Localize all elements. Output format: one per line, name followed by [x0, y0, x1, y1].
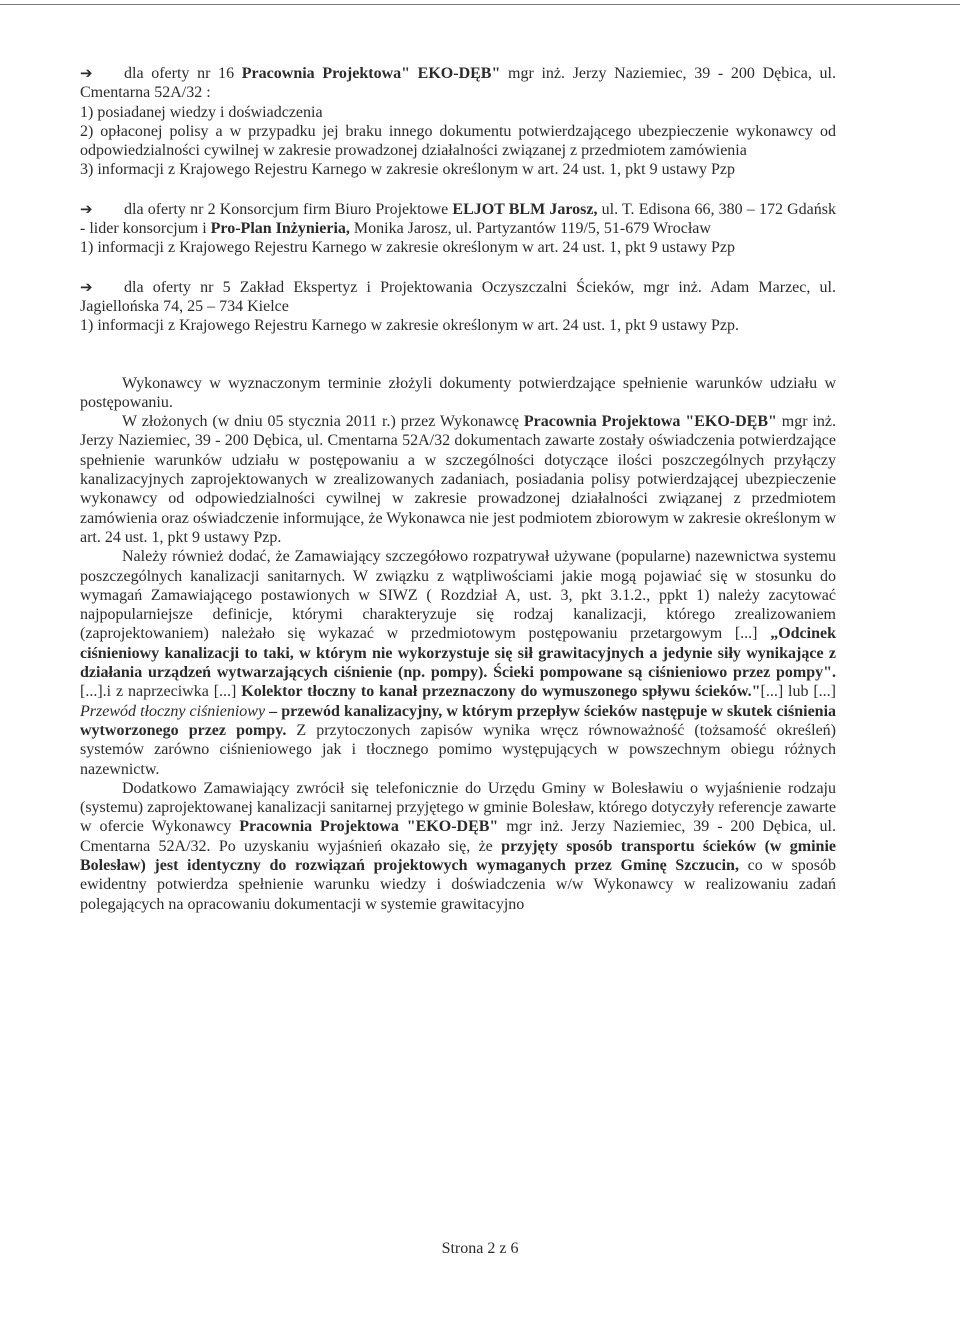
text-run: dla oferty nr 16: [124, 65, 242, 82]
text-run: – przewód kanalizacyjny, w którym przepływ ścieków następuje w skutek ciśnienia wytworzonego przez pompy.: [80, 702, 837, 739]
text-run: Należy również dodać, że Zamawiający szczegółowo rozpatrywał używane (popularne) nazewnictwa systemu poszczególnych kanalizacji sanitarnych. W związku z wątpliwościami jakie mogą pojawiać się w stosunku do wymagań Zamawiającego postawionych w SIWZ ( Rozdział A, ust. 3, pkt 3.1.2., ppkt 1) należy zacytować najpopularniejsze definicje, którymi charakteryzuje się rodzaj kanalizacji, którego zrealizowaniem (zaprojektowaniem) należało się wykazać w przedmiotowym postępowaniu przetargowym [...]: [80, 548, 836, 643]
body-paragraph: [80, 374, 836, 413]
arrow-right-icon: ➔: [80, 199, 93, 218]
text-run: Monika Jarosz, ul. Partyzantów 119/5, 51-679 Wrocław: [349, 220, 711, 238]
text-run: Wykonawcy w wyznaczonym terminie złożyli dokumenty potwierdzające spełnienie warunków udziału w postępowaniu.: [80, 374, 836, 411]
text-run: Pracownia Projektowa "EKO-DĘB": [523, 413, 777, 431]
arrow-right-icon: ➔: [80, 64, 93, 82]
body-paragraph: [80, 412, 836, 547]
body-paragraph: [80, 547, 836, 779]
page-footer: Strona 2 z 6: [441, 1240, 519, 1257]
top-rule: [0, 4, 960, 5]
arrow-right-icon: ➔: [80, 277, 93, 296]
text-run: ul. T. Edisona 66, 380 – 172 Gdańsk - lider konsorcjum i: [80, 200, 836, 238]
text-run: Kolektor tłoczny to kanał przeznaczony do wymuszonego spływu ścieków.": [241, 683, 761, 701]
offer-block: [80, 278, 836, 336]
offer-item: 1) informacji z Krajowego Rejestru Karnego w zakresie określonym w art. 24 ust. 1, pkt 9 ustawy Pzp: [80, 239, 735, 257]
offers-section: [80, 64, 836, 336]
offer-heading: [80, 64, 836, 103]
offer-item: 2) opłaconej polisy a w przypadku jej braku innego dokumentu potwierdzającego ubezpieczenie wykonawcy od odpowiedzialności cywilnej w zakresie prowadzonej działalności związanej z przedmiotem zamówienia: [80, 122, 836, 160]
text-run: Pracownia Projektowa" EKO-DĘB": [241, 65, 501, 82]
text-run: dla oferty nr 2 Konsorcjum firm Biuro Projektowe: [124, 200, 453, 218]
text-run: [...].i z naprzeciwka [...]: [80, 683, 242, 701]
document-page: [80, 64, 836, 914]
text-run: Przewód tłoczny ciśnieniowy: [80, 702, 266, 720]
text-run: Z przytoczonych zapisów wynika wręcz równoważność (tożsamość określeń) systemów zarówno ciśnieniowego jak i tłocznego pomimo występujących w powszechnym obiegu różnych nazewnictw.: [80, 721, 837, 778]
text-run: [...] lub [...]: [760, 683, 837, 701]
text-run: W złożonych (w dniu 05 stycznia 2011 r.) przez Wykonawcę: [122, 413, 524, 431]
text-run: dla oferty nr 5 Zakład Ekspertyz i Projektowania Oczyszczalni Ścieków, mgr inż. Adam Marzec, ul. Jagiellońska 74, 25 – 734 Kielce: [80, 278, 836, 315]
text-run: Dodatkowo Zamawiający zwrócił się telefonicznie do Urzędu Gminy w Bolesławiu o wyjaśnienie rodzaju (systemu) zaprojektowanej kanalizacji sanitarnej przyjętego w gminie Bolesław, którego dotyczyły referencje zawarte w ofercie Wykonawcy: [80, 779, 836, 836]
text-run: mgr inż. Jerzy Naziemiec, 39 - 200 Dębica, ul. Cmentarna 52A/32 :: [80, 65, 836, 102]
text-run: przyjęty sposób transportu ścieków (w gminie Bolesław) jest identyczny do rozwiązań projektowych wymaganych przez Gminę Szczucin,: [80, 837, 836, 874]
offer-item: 3) informacji z Krajowego Rejestru Karnego w zakresie określonym w art. 24 ust. 1, pkt 9 ustawy Pzp: [80, 161, 735, 179]
offer-block: [80, 200, 836, 258]
text-run: ELJOT BLM Jarosz,: [452, 200, 598, 218]
text-run: „Odcinek ciśnieniowy kanalizacji to taki, w którym nie wykorzystuje się sił grawitacyjnych a jedynie siły wynikające z działania urządzeń wytwarzających ciśnienie (np. pompy). Ścieki pompowane są ciśnieniowo przez pompy".: [80, 625, 836, 682]
offer-block: [80, 64, 836, 180]
text-run: mgr inż. Jerzy Naziemiec, 39 - 200 Dębica, ul. Cmentarna 52A/32. Po uzyskaniu wyjaśnień okazało się, że: [80, 818, 836, 855]
body-paragraphs: [80, 374, 836, 914]
text-run: mgr inż. Jerzy Naziemiec, 39 - 200 Dębica, ul. Cmentarna 52A/32 dokumentach zawarte zostały oświadczenia potwierdzające spełnienie warunków udziału w postępowaniu a w szczególności dotyczące ilości poszczególnych przyłączy kanalizacyjnych zaprojektowanych w zrealizowanych zadaniach, posiadania polisy potwierdzającej ubezpieczenie wykonawcy od odpowiedzialności cywilnej w zakresie prowadzonej działalności związanej z przedmiotem zamówienia oraz oświadczenie informujące, że Wykonawca nie jest podmiotem zbiorowym w zakresie określonym w art. 24 ust. 1, pkt 9 ustawy Pzp.: [80, 413, 836, 546]
offer-heading: [80, 278, 836, 317]
body-paragraph: [80, 779, 836, 914]
text-run: co w sposób ewidentny potwierdza spełnienie warunku wiedzy i doświadczenia w/w Wykonawcy w realizowaniu zadań polegających na opracowaniu dokumentacji w systemie grawitacyjno: [80, 856, 837, 913]
offer-item: 1) informacji z Krajowego Rejestru Karnego w zakresie określonym w art. 24 ust. 1, pkt 9 ustawy Pzp.: [80, 317, 739, 335]
offer-item: 1) posiadanej wiedzy i doświadczenia: [80, 103, 323, 121]
text-run: Pro-Plan Inżynieria,: [210, 220, 350, 238]
offer-heading: [80, 200, 836, 239]
text-run: Pracownia Projektowa "EKO-DĘB": [239, 818, 499, 836]
